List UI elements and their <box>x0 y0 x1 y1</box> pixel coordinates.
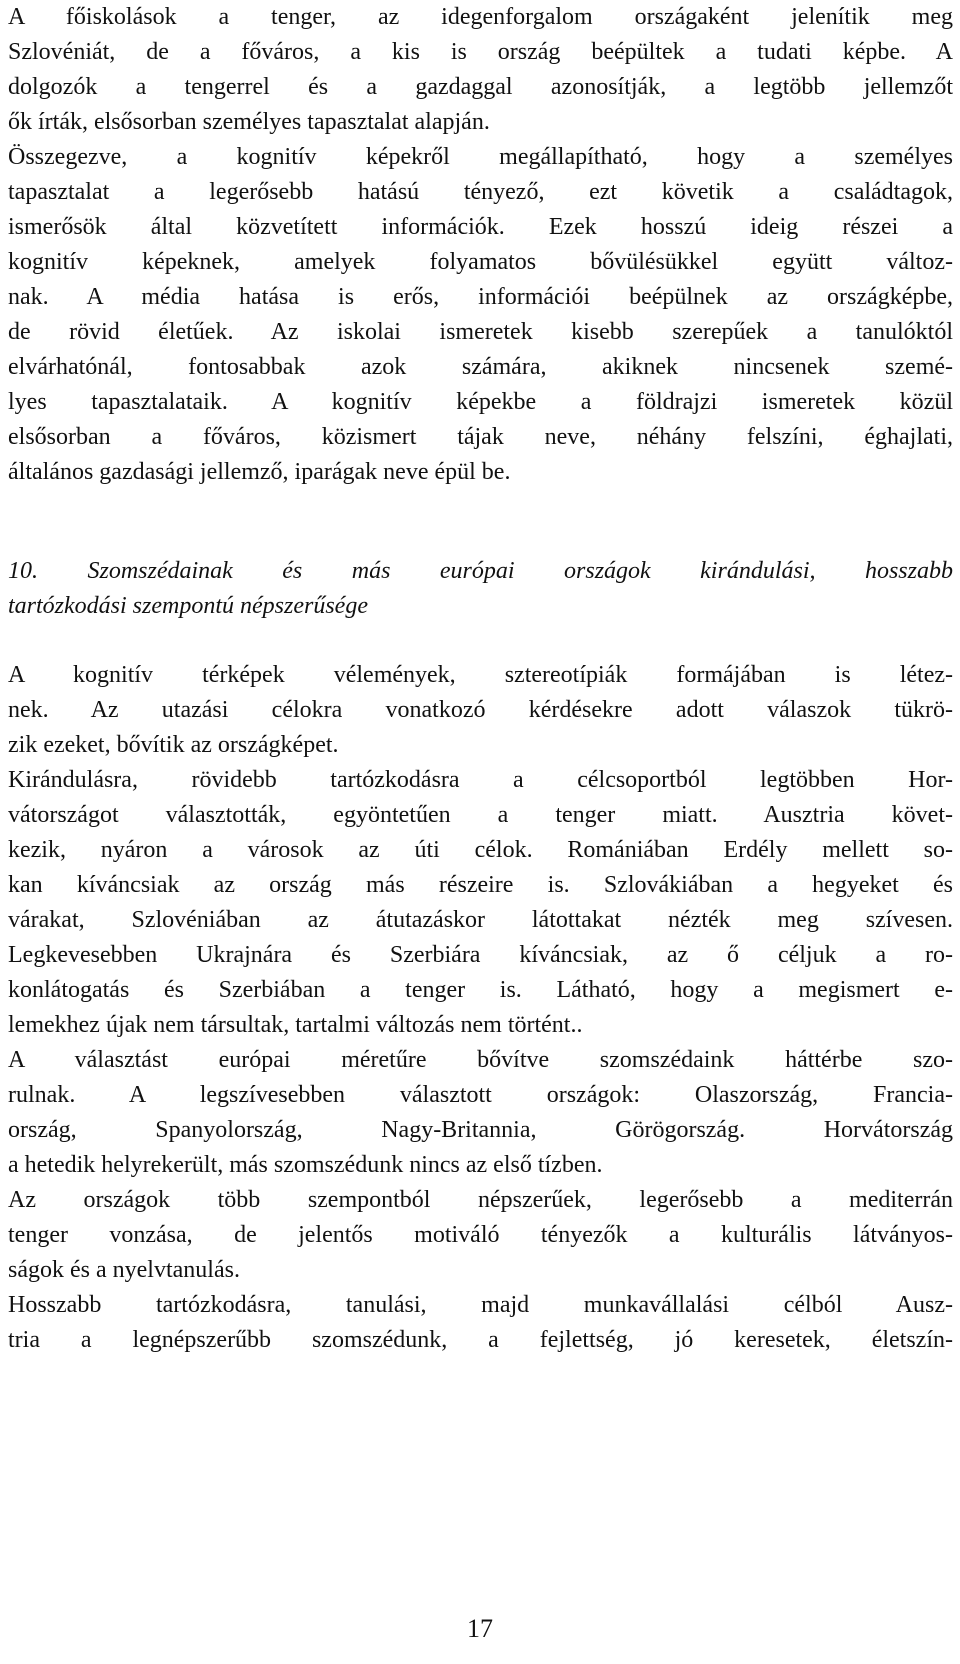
paragraph-2-line: várakat, Szlovéniában az átutazáskor látottakat nézték meg szívesen. <box>8 907 953 933</box>
section-heading-line: 10. Szomszédainak és más európai országok kirándulási, hosszabb <box>8 558 953 584</box>
paragraph-1-line: Szlovéniát, de a főváros, a kis is ország beépültek a tudati képbe. A <box>8 39 953 65</box>
paragraph-2-line: kan kíváncsiak az ország más részeire is. Szlovákiában a hegyeket és <box>8 872 953 898</box>
paragraph-2-line: Az országok több szempontból népszerűek, legerősebb a mediterrán <box>8 1187 953 1213</box>
paragraph-2-line: Kirándulásra, rövidebb tartózkodásra a célcsoportból legtöbben Hor- <box>8 767 953 793</box>
paragraph-1-line: tapasztalat a legerősebb hatású tényező, ezt követik a családtagok, <box>8 179 953 205</box>
paragraph-2-line: A választást európai méretűre bővítve szomszédaink háttérbe szo- <box>8 1047 953 1073</box>
paragraph-2-line: nek. Az utazási célokra vonatkozó kérdésekre adott válaszok tükrö- <box>8 697 953 723</box>
paragraph-1-line: nak. A média hatása is erős, információi beépülnek az országképbe, <box>8 284 953 310</box>
paragraph-1-line: általános gazdasági jellemző, iparágak neve épül be. <box>8 459 511 485</box>
paragraph-2-line: Legkevesebben Ukrajnára és Szerbiára kíváncsiak, az ő céljuk a ro- <box>8 942 953 968</box>
section-heading-line: tartózkodási szempontú népszerűsége <box>8 593 368 619</box>
paragraph-2-line: tria a legnépszerűbb szomszédunk, a fejlettség, jó keresetek, életszín- <box>8 1327 953 1353</box>
paragraph-1-line: dolgozók a tengerrel és a gazdaggal azonosítják, a legtöbb jellemzőt <box>8 74 953 100</box>
section-heading <box>8 554 953 624</box>
paragraph-2-line: Hosszabb tartózkodásra, tanulási, majd munkavállalási célból Ausz- <box>8 1292 953 1318</box>
paragraph-2-line: lemekhez újak nem társultak, tartalmi változás nem történt.. <box>8 1012 583 1038</box>
paragraph-2-line: rulnak. A legszívesebben választott országok: Olaszország, Francia- <box>8 1082 953 1108</box>
paragraph-1-line: lyes tapasztalataik. A kognitív képekbe a földrajzi ismeretek közül <box>8 389 953 415</box>
paragraph-2-line: kezik, nyáron a városok az úti célok. Romániában Erdély mellett so- <box>8 837 953 863</box>
paragraph-1-line: ismerősök által közvetített információk. Ezek hosszú ideig részei a <box>8 214 953 240</box>
paragraph-1-line: ők írták, elsősorban személyes tapasztalat alapján. <box>8 109 490 135</box>
paragraph-2-line: vátországot választották, egyöntetűen a tenger miatt. Ausztria követ- <box>8 802 953 828</box>
paragraph-2-line: zik ezeket, bővítik az országképet. <box>8 732 339 758</box>
paragraph-1-line: de rövid életűek. Az iskolai ismeretek kisebb szerepűek a tanulóktól <box>8 319 953 345</box>
page-number: 17 <box>467 1614 493 1643</box>
paragraph-2-line: ország, Spanyolország, Nagy-Britannia, Görögország. Horvátország <box>8 1117 953 1143</box>
paragraph-2-line: konlátogatás és Szerbiában a tenger is. Látható, hogy a megismert e- <box>8 977 953 1003</box>
paragraph-1-line: Összegezve, a kognitív képekről megállapítható, hogy a személyes <box>8 144 953 170</box>
paragraph-2 <box>8 658 953 1358</box>
paragraph-1 <box>8 0 953 490</box>
paragraph-1-line: A főiskolások a tenger, az idegenforgalom országaként jelenítik meg <box>8 4 953 30</box>
paragraph-1-line: elvárhatónál, fontosabbak azok számára, akiknek nincsenek szemé- <box>8 354 953 380</box>
paragraph-2-line: ságok és a nyelvtanulás. <box>8 1257 240 1283</box>
paragraph-1-line: kognitív képeknek, amelyek folyamatos bővülésükkel együtt változ- <box>8 249 953 275</box>
paragraph-2-line: a hetedik helyrekerült, más szomszédunk nincs az első tízben. <box>8 1152 603 1178</box>
paragraph-1-line: elsősorban a főváros, közismert tájak neve, néhány felszíni, éghajlati, <box>8 424 953 450</box>
paragraph-2-line: A kognitív térképek vélemények, sztereotípiák formájában is létez- <box>8 662 953 688</box>
paragraph-2-line: tenger vonzása, de jelentős motiváló tényezők a kulturális látványos- <box>8 1222 953 1248</box>
